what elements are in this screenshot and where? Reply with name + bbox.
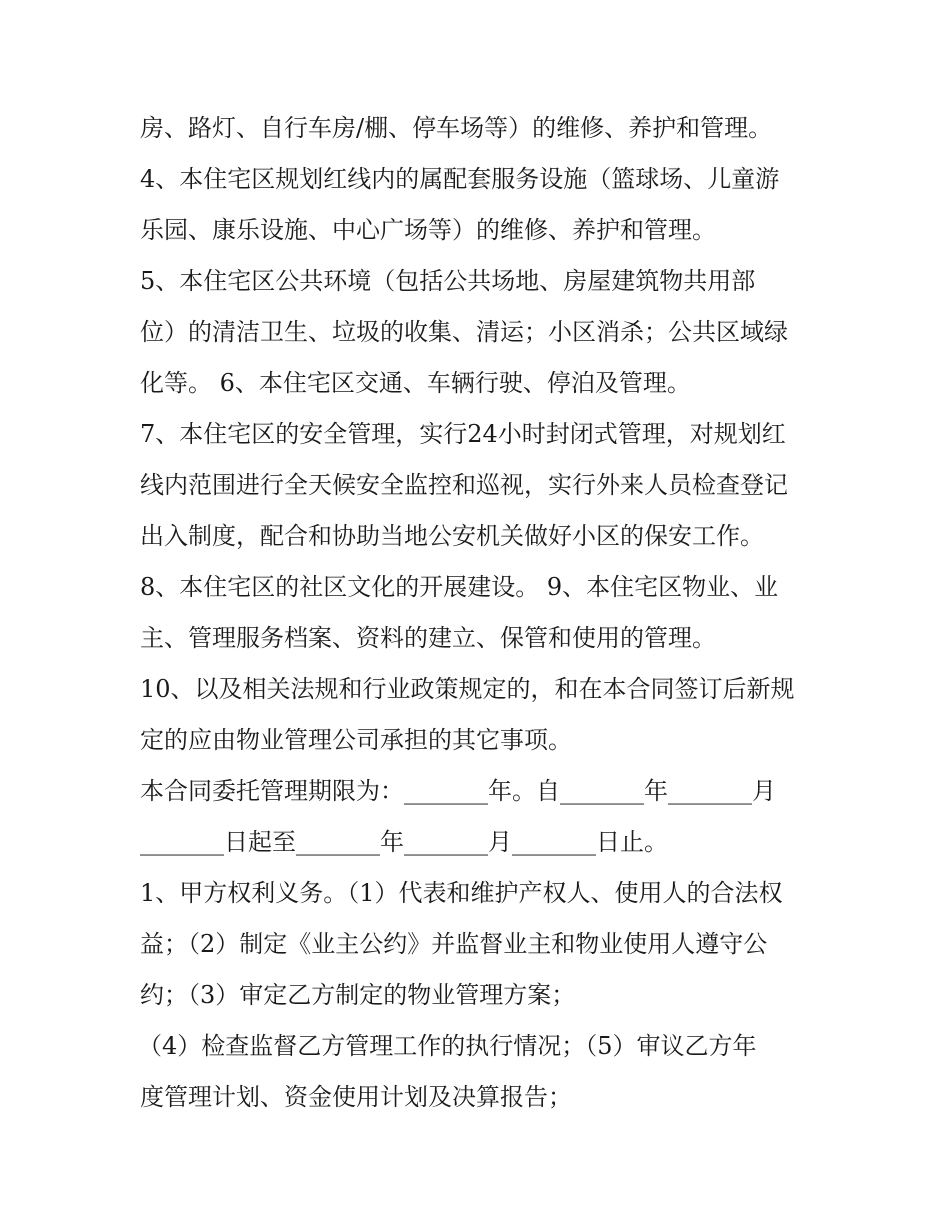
text-line-14: 本合同委托管理期限为：_______年。自_______年_______月 <box>140 777 776 805</box>
text-line-7: 7、本住宅区的安全管理，实行24小时封闭式管理，对规划红 <box>140 420 786 448</box>
text-line-18: 约；（3）审定乙方制定的物业管理方案； <box>140 981 576 1009</box>
text-line-5: 位）的清洁卫生、垃圾的收集、清运；小区消杀；公共区域绿 <box>140 318 788 346</box>
text-line-13: 定的应由物业管理公司承担的其它事项。 <box>140 726 572 754</box>
text-line-2: 4、本住宅区规划红线内的属配套服务设施（篮球场、儿童游 <box>140 165 780 193</box>
text-line-3: 乐园、康乐设施、中心广场等）的维修、养护和管理。 <box>140 216 716 244</box>
text-line-6: 化等。 6、本住宅区交通、车辆行驶、停泊及管理。 <box>140 369 691 397</box>
text-line-15: _______日起至_______年_______月_______日止。 <box>140 828 668 856</box>
text-line-16: 1、甲方权利义务。（1）代表和维护产权人、使用人的合法权 <box>140 879 783 907</box>
text-line-12: 10、以及相关法规和行业政策规定的，和在本合同签订后新规 <box>140 675 795 703</box>
text-line-9: 出入制度，配合和协助当地公安机关做好小区的保安工作。 <box>140 522 764 550</box>
text-line-10: 8、本住宅区的社区文化的开展建设。 9、本住宅区物业、业 <box>140 573 779 601</box>
text-line-4: 5、本住宅区公共环境（包括公共场地、房屋建筑物共用部 <box>140 267 756 295</box>
text-line-17: 益；（2）制定《业主公约》并监督业主和物业使用人遵守公 <box>140 930 768 958</box>
text-line-1: 房、路灯、自行车房/棚、停车场等）的维修、养护和管理。 <box>140 114 773 142</box>
text-line-11: 主、管理服务档案、资料的建立、保管和使用的管理。 <box>140 624 716 652</box>
text-line-19: （4）检查监督乙方管理工作的执行情况；（5）审议乙方年 <box>138 1032 757 1060</box>
text-line-20: 度管理计划、资金使用计划及决算报告； <box>140 1083 572 1111</box>
text-line-8: 线内范围进行全天候安全监控和巡视，实行外来人员检查登记 <box>140 471 788 499</box>
